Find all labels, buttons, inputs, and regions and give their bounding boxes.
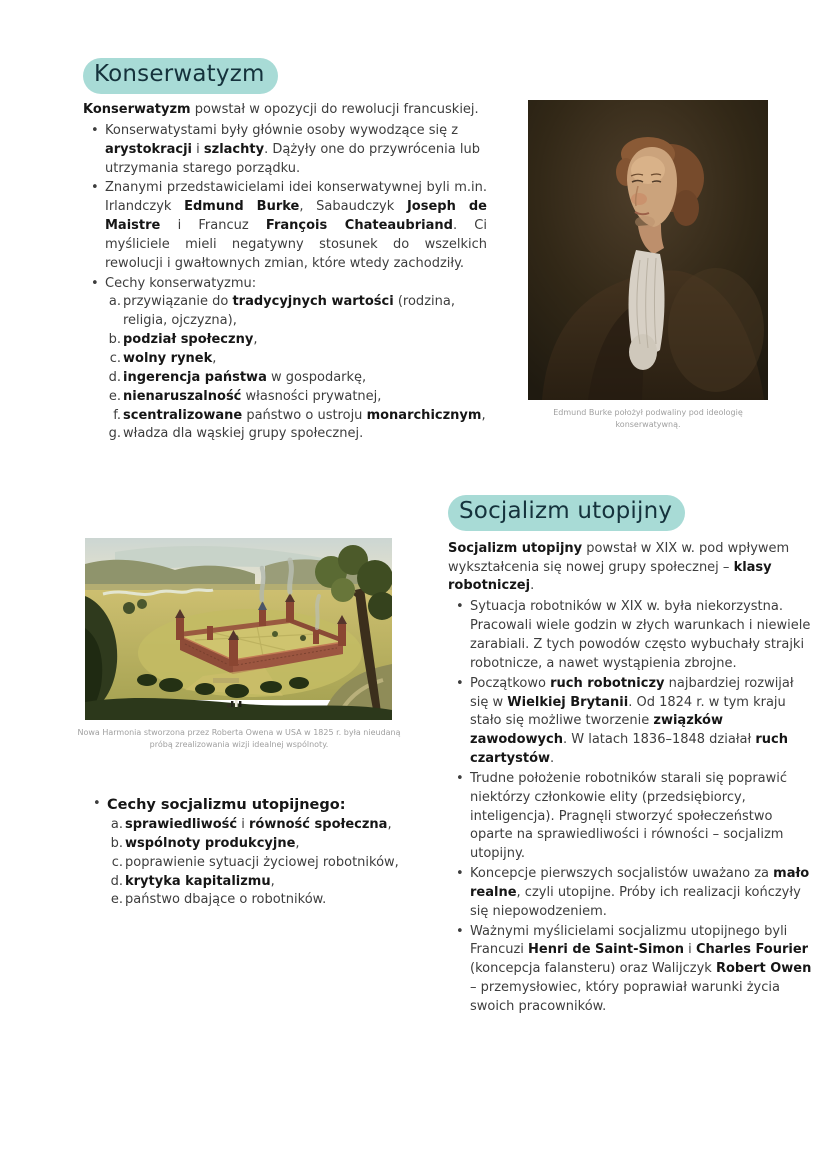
konserwatyzm-bullet-list: [83, 122, 487, 444]
text-run: Cechy konserwatyzmu:: [105, 275, 257, 291]
text-run: (koncepcja falansteru) oraz Walijczyk: [470, 961, 716, 977]
edmund-burke-portrait-image: [528, 100, 768, 400]
text-run: – przemysłowiec, który poprawiał warunki życia swoich pracowników.: [470, 980, 780, 1014]
bold-text: wolny rynek: [123, 350, 213, 366]
bullet-text: [470, 675, 814, 769]
item-letter: e.: [108, 388, 121, 404]
text-run: ,: [481, 407, 486, 423]
text-run: Początkowo: [470, 675, 551, 691]
bold-text: arystokracji: [105, 141, 192, 157]
lettered-text: [123, 407, 487, 426]
konserwatyzm-intro: [83, 101, 487, 120]
item-letter: g.: [108, 426, 121, 442]
bullet-text: [105, 122, 487, 179]
text-run: ,: [253, 332, 258, 348]
burke-caption: Edmund Burke położył podwaliny pod ideologię konserwatywną.: [553, 408, 743, 429]
lettered-text: [123, 293, 487, 331]
lettered-text: [125, 891, 420, 910]
text-run: w gospodarkę,: [266, 369, 367, 385]
bullet-item: [448, 865, 814, 922]
text-run: . Dążyły one do przywrócenia lub utrzymania starego porządku.: [105, 141, 480, 176]
text-run: Koncepcje pierwszych socjalistów uważano za: [470, 866, 774, 882]
bold-text: Cechy socjalizmu utopijnego: [107, 797, 340, 813]
bullet-text: [107, 795, 420, 910]
lettered-text: [125, 854, 420, 873]
bold-text: Charles Fourier: [695, 942, 809, 958]
bold-text: Joseph de Maistre: [105, 199, 487, 234]
item-letter: d.: [108, 369, 121, 385]
text-run: Znanymi przedstawicielami idei konserwatywnej byli m.in. Irlandczyk: [105, 180, 487, 215]
bullet-text: [105, 179, 487, 273]
lettered-text: [123, 331, 487, 350]
bold-text: ruch robotniczy: [550, 675, 665, 691]
bullet-text: [470, 923, 814, 1017]
bold-text: Konserwatyzm: [83, 102, 191, 117]
section-title-socjalizm: [448, 492, 814, 531]
bullet-marker-icon: •: [456, 770, 464, 786]
lettered-text: [123, 350, 487, 369]
text-run: przywiązanie do: [123, 294, 233, 310]
text-run: własności prywatnej,: [241, 388, 382, 404]
lettered-text: [123, 388, 487, 407]
text-run: , czyli utopijne. Próby ich realizacji kończyły się niepowodzeniem.: [470, 884, 801, 919]
new-harmony-painting-image: [85, 538, 392, 720]
lettered-item: [108, 331, 487, 350]
lettered-item: [108, 407, 487, 426]
socjalizm-bullet-list: [448, 598, 814, 1017]
text-run: . W latach 1836–1848 działał: [562, 732, 756, 748]
bullet-text: [470, 598, 814, 673]
item-letter: f.: [113, 407, 121, 423]
bullet-marker-icon: •: [456, 599, 464, 615]
socjalizm-features-list: [85, 795, 420, 910]
bullet-item: [448, 923, 814, 1017]
bold-text: Wielkiej Brytanii: [507, 694, 629, 710]
bold-text: ruch czartystów: [470, 732, 788, 767]
item-letter: b.: [110, 835, 123, 851]
bold-text: nienaruszalność: [123, 388, 242, 404]
bold-text: sprawiedliwość: [125, 817, 238, 833]
item-letter: d.: [110, 873, 123, 889]
bullet-item: [448, 675, 814, 769]
lettered-item: [110, 854, 420, 873]
text-run: ,: [295, 835, 300, 851]
text-run: Ważnymi myślicielami socjalizmu utopijnego byli Francuzi: [470, 923, 788, 958]
lettered-item: [108, 369, 487, 388]
lettered-item: [108, 350, 487, 369]
section-title-konserwatyzm: [83, 55, 278, 94]
text-run: powstał w opozycji do rewolucji francuskiej.: [190, 102, 479, 117]
bold-text: tradycyjnych wartości: [232, 294, 394, 310]
lettered-text: [123, 369, 487, 388]
bullet-text: [105, 275, 487, 445]
bullet-item: [83, 179, 487, 273]
text-run: (rodzina, religia, ojczyzna),: [123, 294, 455, 329]
bullet-item: [448, 598, 814, 673]
highlighted-heading: Konserwatyzm: [83, 58, 278, 94]
bold-text: związków zawodowych: [470, 713, 723, 748]
bold-text: mało realne: [470, 866, 810, 900]
bullet-marker-icon: •: [91, 275, 99, 291]
text-run: powstał w XIX w. pod wpływem wykształcenia się nowej grupy społecznej –: [448, 540, 790, 575]
item-letter: c.: [109, 350, 121, 366]
bullet-item: [85, 795, 420, 910]
lettered-text: [125, 816, 420, 835]
bold-text: :: [339, 797, 346, 813]
bold-text: ingerencja państwa: [123, 369, 267, 385]
text-run: władza dla wąskiej grupy społecznej.: [123, 426, 364, 442]
bold-text: podział społeczny: [123, 332, 254, 348]
lettered-list: [108, 293, 487, 444]
bullet-text: [470, 865, 814, 922]
bullet-item: [83, 122, 487, 179]
item-letter: e.: [110, 892, 123, 908]
bold-text: szlachty: [203, 141, 265, 157]
text-run: .: [530, 578, 535, 594]
bullet-marker-icon: •: [93, 796, 101, 811]
bullet-marker-icon: •: [456, 675, 464, 691]
bold-text: monarchicznym: [366, 407, 482, 423]
item-letter: a.: [110, 817, 123, 833]
bold-text: scentralizowane: [123, 407, 243, 423]
bold-text: klasy robotniczej: [448, 559, 772, 594]
text-run: ,: [270, 873, 275, 889]
highlighted-heading: Socjalizm utopijny: [448, 495, 685, 531]
new-harmony-caption: Nowa Harmonia stworzona przez Roberta Owena w USA w 1825 r. była nieudaną próbą zrealizowania wizji idealnej wspólnoty.: [77, 728, 401, 749]
bold-text: Edmund Burke: [184, 199, 300, 215]
socjalizm-intro: [448, 540, 814, 597]
text-run: Sytuacja robotników w XIX w. była niekorzystna. Pracowali wiele godzin w złych warunkach i niewiele zarabiali. Z tych powodów często wybuchały strajki robotnicze, a nawet wystąpienia zbrojne.: [470, 599, 811, 671]
bullet-text: [470, 770, 814, 864]
text-run: i: [192, 141, 204, 157]
lettered-item: [108, 425, 487, 444]
item-letter: c.: [111, 854, 123, 870]
text-run: Trudne położenie robotników starali się poprawić niektórzy członkowie elity (przedsiębiorcy, inteligencja). Pragnęli stworzyć społeczeństwo oparte na sprawiedliwości i równości – socjalizm utopijny.: [470, 770, 788, 862]
bold-text: Socjalizm utopijny: [448, 540, 583, 556]
konserwatyzm-text-column: [83, 101, 487, 445]
text-run: poprawienie sytuacji życiowej robotników,: [125, 854, 399, 870]
bold-text: Henri de Saint-Simon: [528, 942, 685, 958]
text-run: , Sabaudczyk: [299, 199, 407, 215]
bullet-marker-icon: •: [456, 923, 464, 939]
text-run: najbardziej rozwijał się w: [470, 675, 794, 710]
text-run: i: [237, 817, 250, 833]
socjalizm-features-block: [85, 795, 420, 911]
lettered-item: [108, 388, 487, 407]
text-run: ,: [212, 350, 217, 366]
bullet-marker-icon: •: [456, 866, 464, 882]
text-run: państwo dbające o robotników.: [125, 892, 327, 908]
lettered-item: [110, 873, 420, 892]
lettered-text: [125, 835, 420, 854]
bullet-item: [83, 275, 487, 445]
bold-text: równość społeczna: [249, 817, 388, 833]
bullet-marker-icon: •: [91, 180, 99, 196]
bullet-item: [448, 770, 814, 864]
socjalizm-text-column: [448, 492, 814, 1018]
item-letter: b.: [108, 332, 121, 348]
text-run: i: [684, 942, 696, 958]
lettered-item: [110, 835, 420, 854]
bold-text: Robert Owen: [715, 961, 812, 977]
text-run: państwo o ustroju: [242, 407, 367, 423]
new-harmony-figure: [77, 538, 401, 751]
lettered-item: [110, 891, 420, 910]
text-run: ,: [387, 817, 392, 833]
item-letter: a.: [108, 294, 121, 310]
text-run: . Od 1824 r. w tym kraju stało się możliwe tworzenie: [470, 694, 786, 729]
lettered-item: [108, 293, 487, 331]
text-run: i Francuz: [160, 218, 266, 234]
lettered-text: [125, 873, 420, 892]
text-run: .: [550, 751, 555, 767]
lettered-list: [110, 816, 420, 910]
edmund-burke-figure: [528, 100, 768, 431]
lettered-text: [123, 425, 487, 444]
bullet-marker-icon: •: [91, 122, 99, 138]
bold-text: wspólnoty produkcyjne: [125, 835, 296, 851]
text-run: . Ci myśliciele mieli negatywny stosunek do wszelkich rewolucji i gwałtownych zmian, które wtedy zachodziły.: [105, 218, 487, 271]
bold-text: François Chateaubriand: [265, 218, 453, 234]
bold-text: krytyka kapitalizmu: [125, 873, 271, 889]
lettered-item: [110, 816, 420, 835]
text-run: Konserwatystami były głównie osoby wywodzące się z: [105, 122, 459, 138]
